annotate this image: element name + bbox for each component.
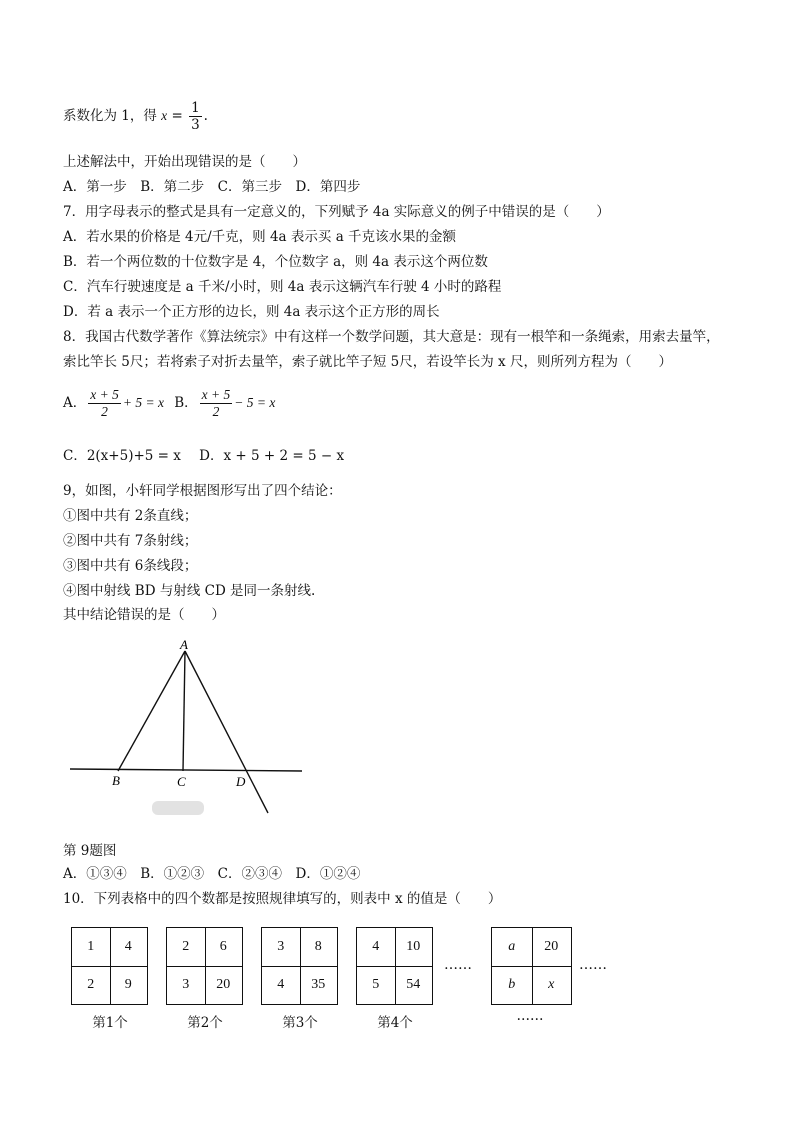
table-3-bottom-left: 4 [262,966,301,1004]
point-a-label: A [180,637,188,652]
q8-options-cd [63,447,344,465]
table-1-top-left: 1 [72,928,111,967]
intro-prefix: 系数化为 1，得 [63,108,162,124]
q7-stem: 7．用字母表示的整式是具有一定意义的，下列赋予 4a 实际意义的例子中错误的是（ ） [63,204,610,220]
q6-stem: 上述解法中，开始出现错误的是（ ） [63,154,306,170]
table-3-top-left: 3 [262,928,301,967]
q6-options: A．第一步 B．第二步 C．第三步 D．第四步 [63,179,361,195]
q8-option-b-fraction [200,387,233,420]
q8-option-b-rest: − 5 = x [234,395,276,410]
table-2-top-right: 6 [205,928,243,967]
q8-option-a-num: x + 5 [90,387,119,402]
q7-option-b: B．若一个两位数的十位数字是 4，个位数字 a，则 4a 表示这个两位数 [63,254,488,270]
q9-caption: 第 9题图 [63,843,117,859]
q9-options: A．①③④ B．①②③ C．②③④ D．①②④ [63,866,361,882]
intro-eq: = [167,108,188,124]
table-4-bottom-left: 5 [357,966,396,1004]
point-c-label: C [177,774,186,789]
table-1-bottom-left: 2 [72,966,111,1004]
segment-ab [118,651,185,771]
table-1-caption: 第1个 [92,1015,128,1031]
table-2-caption: 第2个 [187,1015,223,1031]
point-d-label: D [236,774,246,789]
table-n-caption: …… [516,1008,544,1024]
q7-option-d: D．若 a 表示一个正方形的边长，则 4a 表示这个正方形的周长 [63,304,440,320]
q9-statement-2: ②图中共有 7条射线； [63,533,198,549]
intro-suffix: . [203,108,208,124]
q8-option-b-label: B． [174,395,198,411]
table-2-top-left: 2 [167,928,206,967]
q9-statement-4: ④图中射线 BD 与射线 CD 是同一条射线. [63,583,316,599]
q8-option-c: C．2(x+5)+5 = x [63,448,181,464]
q8-options-ab [63,387,275,420]
q9-stem: 9，如图，小轩同学根据图形写出了四个结论： [63,483,342,499]
table-1-top-right: 4 [110,928,148,967]
q9-figure [60,633,320,833]
table-n-bottom-right: x [548,977,555,992]
q8-stem-line2: 索比竿长 5尺；若将索子对折去量竿，索子就比竿子短 5尺，若设竿长为 x 尺，则所列方程为（ ） [63,354,672,370]
smudge-mark [152,801,204,815]
q7-option-c: C．汽车行驶速度是 a 千米/小时，则 4a 表示这辆汽车行驶 4 小时的路程 [63,279,502,295]
ellipsis-end: …… [579,957,607,973]
q8-option-a-rest: + 5 = x [122,395,164,410]
table-n-top-left: a [492,928,533,967]
q8-stem-line1: 8．我国古代数学著作《算法统宗》中有这样一个数学问题，其大意是：现有一根竿和一条绳索，用索去量竿， [63,329,720,345]
table-2 [166,927,243,1005]
intro-fraction [189,100,202,133]
table-n-top-right: 20 [532,928,572,967]
table-3-bottom-right: 35 [311,977,326,992]
q9-ask: 其中结论错误的是（ ） [63,607,225,623]
q8-option-a-fraction [88,387,121,420]
intro-var: x [161,108,168,123]
segment-ac [183,651,185,771]
intro-line [63,100,208,133]
table-2-bottom-left: 3 [167,966,206,1004]
q10-stem: 10．下列表格中的四个数都是按照规律填写的，则表中 x 的值是（ ） [63,891,502,907]
table-1-bottom-right: 9 [124,977,132,992]
q7-option-a: A．若水果的价格是 4元/千克，则 4a 表示买 a 千克该水果的金额 [63,229,457,245]
line-bd [70,769,302,771]
intro-fraction-num: 1 [191,100,200,116]
table-2-bottom-right: 20 [216,977,231,992]
table-4-bottom-right: 54 [406,977,421,992]
table-1 [71,927,148,1005]
intro-fraction-den: 3 [191,117,200,133]
table-3 [261,927,338,1005]
q8-option-b-den: 2 [212,404,220,419]
table-n [491,927,572,1005]
table-4-top-right: 10 [395,928,433,967]
q8-option-d: D．x + 5 + 2 = 5 − x [199,448,345,464]
q8-option-a-label: A． [63,395,87,411]
table-4-caption: 第4个 [377,1015,413,1031]
q8-option-a-den: 2 [101,404,108,419]
table-4 [356,927,433,1005]
table-4-top-left: 4 [357,928,396,967]
q9-statement-3: ③图中共有 6条线段； [63,558,198,574]
table-n-bottom-left: b [492,966,533,1004]
q9-statement-1: ①图中共有 2条直线； [63,508,198,524]
table-3-caption: 第3个 [282,1015,318,1031]
ray-ad [185,651,268,813]
point-b-label: B [112,773,120,788]
q8-option-b-num: x + 5 [201,387,231,402]
table-3-top-right: 8 [300,928,338,967]
ellipsis-middle: …… [444,957,472,973]
